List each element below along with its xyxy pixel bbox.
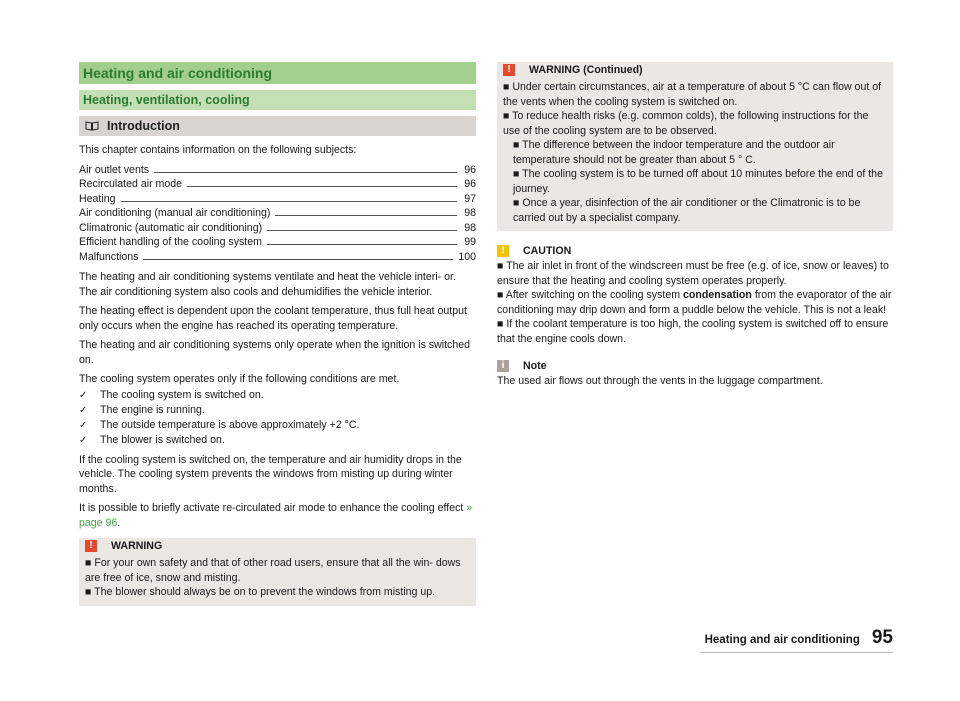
toc-item[interactable] [79, 235, 476, 250]
paragraph: The heating effect is dependent upon the coolant temperature, thus full heat output only occurs when the engine has reached its operating temperature. [79, 305, 467, 332]
chapter-title: Heating and air conditioning [79, 62, 476, 84]
note-title: Note [523, 360, 547, 372]
note-header [497, 360, 893, 372]
condition-text: The blower is switched on. [100, 433, 225, 446]
check-icon: ✓ [79, 404, 88, 416]
toc-leader [187, 186, 457, 187]
warning-header [497, 62, 893, 78]
table-of-contents [79, 163, 476, 265]
warning-continued-box [497, 62, 893, 231]
caution-text: from the evaporator of the air conditioning may drip down and form a puddle below the vehicle. This is not a leak! [497, 289, 892, 316]
caution-bold: condensation [683, 289, 752, 301]
toc-page[interactable]: 100 [458, 250, 476, 263]
left-column [79, 62, 476, 606]
note-text: The used air flows out through the vents in the luggage compartment. [497, 375, 823, 387]
check-icon: ✓ [79, 434, 88, 446]
paragraph-end: . [117, 516, 121, 529]
paragraph-text: It is possible to briefly activate re-circulated air mode to enhance the cooling effect [79, 502, 464, 514]
toc-label[interactable]: Recirculated air mode [79, 178, 183, 190]
list-item [79, 418, 476, 433]
toc-label[interactable]: Malfunctions [79, 250, 139, 263]
toc-label[interactable]: Heating [79, 192, 116, 205]
list-item [79, 433, 476, 448]
warning-item: ■ The blower should always be on to prevent the windows from misting up. [85, 586, 436, 598]
warning-subitem: ■ Once a year, disinfection of the air conditioner or the Climatronic is to be carried out by a specialist company. [513, 197, 861, 224]
check-icon: ✓ [79, 419, 88, 431]
book-icon [85, 121, 99, 131]
caution-header [497, 245, 893, 257]
list-item [79, 403, 476, 418]
warning-item: ■ To reduce health risks (e.g. common colds), the following instructions for the use of the cooling system are to be observed. [503, 110, 869, 137]
conditions-list [79, 388, 476, 448]
paragraph: The cooling system operates only if the following conditions are met. [79, 373, 400, 385]
footer-title: Heating and air conditioning [704, 634, 860, 646]
right-column [497, 62, 893, 394]
toc-page[interactable]: 96 [464, 163, 476, 176]
toc-page[interactable]: 99 [464, 236, 476, 248]
condition-text: The cooling system is switched on. [100, 388, 264, 401]
caution-icon: ! [497, 245, 509, 257]
list-item [79, 388, 476, 403]
page-number: 95 [871, 627, 893, 648]
caution-text: ■ After switching on the cooling system [497, 289, 683, 301]
paragraph: If the cooling system is switched on, the temperature and air humidity drops in the vehicle. The cooling system prevents the windows from misting up during winter months. [79, 453, 462, 495]
toc-label[interactable]: Climatronic (automatic air conditioning) [79, 221, 263, 234]
condition-text: The outside temperature is above approximately +2 °C. [100, 418, 360, 431]
intro-heading [79, 116, 476, 136]
warning-subitem: ■ The difference between the indoor temperature and the outdoor air temperature should not be greater than about 5 ° C. [513, 139, 835, 166]
page-footer [700, 627, 893, 649]
section-title: Heating, ventilation, cooling [79, 90, 476, 110]
toc-item[interactable] [79, 206, 476, 221]
toc-page[interactable]: 96 [464, 178, 476, 190]
warning-subitem: ■ The cooling system is to be turned off about 10 minutes before the end of the journey. [513, 168, 883, 195]
warning-icon: ! [503, 64, 515, 76]
warning-header [79, 538, 476, 554]
check-icon: ✓ [79, 389, 88, 401]
footer-divider [700, 652, 893, 653]
warning-title: WARNING (Continued) [529, 64, 643, 76]
condition-text: The engine is running. [100, 403, 205, 416]
caution-item: ■ If the coolant temperature is too high, the cooling system is switched off to ensure that the engine cools down. [497, 318, 889, 345]
intro-title: Introduction [107, 119, 180, 133]
warning-icon: ! [85, 540, 97, 552]
toc-label[interactable]: Air outlet vents [79, 163, 150, 176]
toc-leader [143, 259, 453, 260]
warning-item: ■ For your own safety and that of other road users, ensure that all the win- dows are free of ice, snow and misting. [85, 557, 461, 584]
toc-leader [267, 244, 457, 245]
toc-leader [121, 201, 457, 202]
toc-item[interactable] [79, 192, 476, 207]
intro-text: This chapter contains information on the following subjects: [79, 144, 357, 156]
toc-item[interactable] [79, 177, 476, 192]
toc-leader [267, 230, 457, 231]
caution-item [497, 288, 893, 317]
toc-leader [154, 172, 457, 173]
warning-item: ■ Under certain circumstances, air at a temperature of about 5 °C can flow out of the vents when the cooling system is switched on. [503, 81, 882, 108]
toc-page[interactable]: 97 [464, 192, 476, 205]
paragraph: The heating and air conditioning systems ventilate and heat the vehicle interi- or. The air conditioning system also cools and dehumidifies the vehicle interior. [79, 271, 456, 298]
warning-box [79, 538, 476, 606]
toc-item[interactable] [79, 221, 476, 236]
caution-title: CAUTION [523, 245, 572, 257]
toc-page[interactable]: 98 [464, 207, 476, 219]
toc-label[interactable]: Efficient handling of the cooling system [79, 236, 262, 248]
info-icon: i [497, 360, 509, 372]
toc-item[interactable] [79, 250, 476, 265]
paragraph: The heating and air conditioning systems only operate when the ignition is switched on. [79, 339, 471, 366]
warning-title: WARNING [111, 540, 163, 552]
toc-label[interactable]: Air conditioning (manual air conditioning) [79, 207, 271, 219]
toc-item[interactable] [79, 163, 476, 178]
paragraph [79, 501, 476, 530]
toc-page[interactable]: 98 [464, 221, 476, 234]
toc-leader [275, 215, 457, 216]
page-link[interactable]: » page 96 [79, 502, 473, 529]
caution-item: ■ The air inlet in front of the windscreen must be free (e.g. of ice, snow or leaves) to ensure that the heating and cooling system operates properly. [497, 260, 889, 287]
